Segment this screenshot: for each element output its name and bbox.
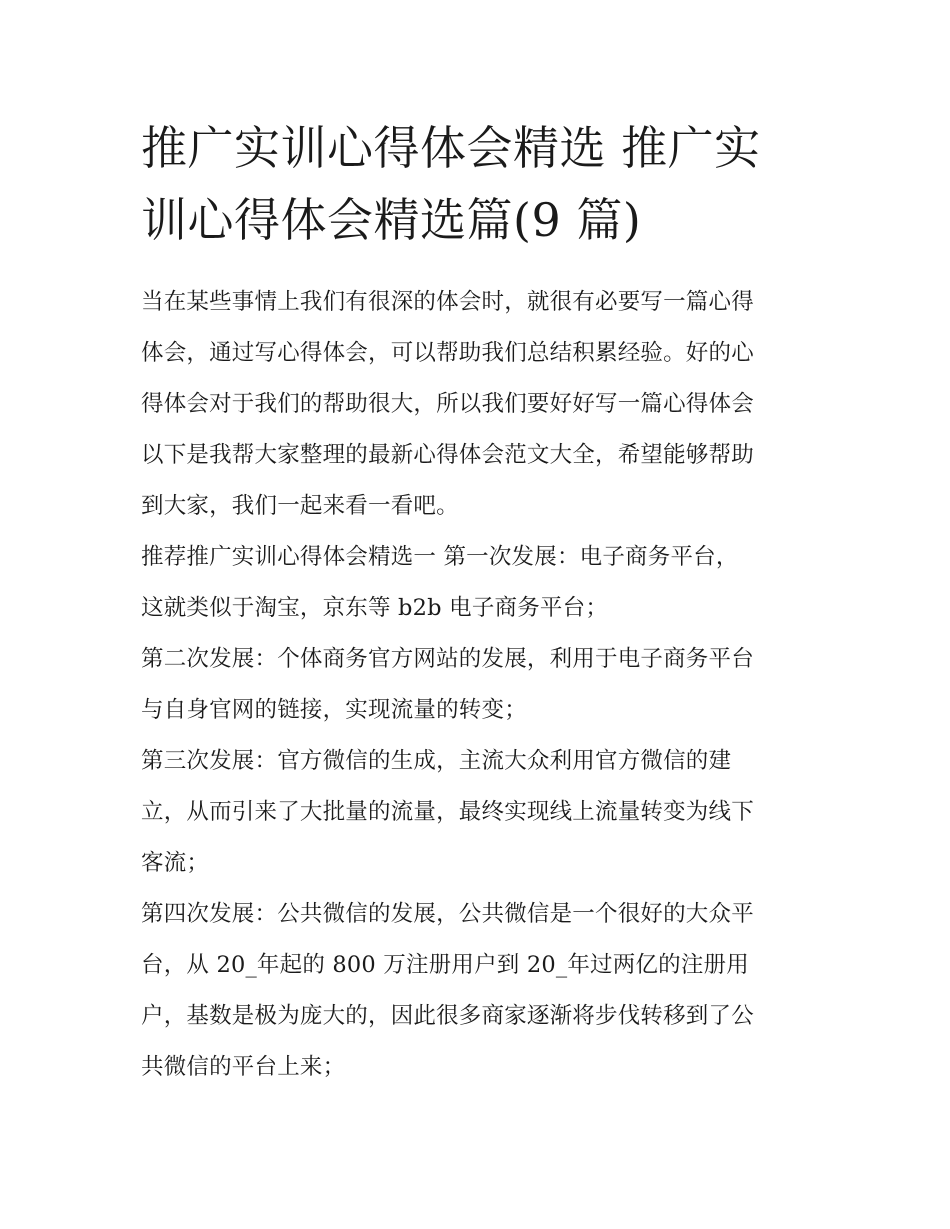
text-line: 户，基数是极为庞大的，因此很多商家逐渐将步伐转移到了公 <box>141 1003 754 1029</box>
text-line: 当在某些事情上我们有很深的体会时，就很有必要写一篇心得 <box>141 289 754 315</box>
paragraph-second-stage <box>141 634 816 736</box>
text-line: 立，从而引来了大批量的流量，最终实现线上流量转变为线下 <box>141 799 754 825</box>
text-line: 得体会对于我们的帮助很大，所以我们要好好写一篇心得体会 <box>141 391 754 417</box>
document-title <box>141 112 816 256</box>
text-line: 第二次发展：个体商务官方网站的发展，利用于电子商务平台 <box>141 646 754 672</box>
text-line: 第四次发展：公共微信的发展，公共微信是一个很好的大众平 <box>141 901 754 927</box>
title-line: 训心得体会精选篇(9 篇) <box>141 193 642 247</box>
paragraph-fourth-stage <box>141 889 816 1093</box>
text-line: 客流； <box>141 850 210 876</box>
text-line: 台，从 20_年起的 800 万注册用户到 20_年过两亿的注册用 <box>141 952 749 978</box>
text-line: 这就类似于淘宝，京东等 b2b 电子商务平台； <box>141 595 609 621</box>
paragraph-intro <box>141 277 816 532</box>
document-body <box>141 277 816 1093</box>
document-content <box>141 112 816 1093</box>
text-line: 第三次发展：官方微信的生成，主流大众利用官方微信的建 <box>141 748 732 774</box>
text-line: 体会，通过写心得体会，可以帮助我们总结积累经验。好的心 <box>141 340 754 366</box>
paragraph-third-stage <box>141 736 816 889</box>
title-line: 推广实训心得体会精选 推广实 <box>141 121 761 175</box>
text-line: 以下是我帮大家整理的最新心得体会范文大全，希望能够帮助 <box>141 442 754 468</box>
text-line: 与自身官网的链接，实现流量的转变； <box>141 697 527 723</box>
text-line: 共微信的平台上来； <box>141 1054 346 1080</box>
text-line: 到大家，我们一起来看一看吧。 <box>141 493 459 519</box>
paragraph-first-stage <box>141 532 816 634</box>
text-line: 推荐推广实训心得体会精选一 第一次发展：电子商务平台， <box>141 544 739 570</box>
